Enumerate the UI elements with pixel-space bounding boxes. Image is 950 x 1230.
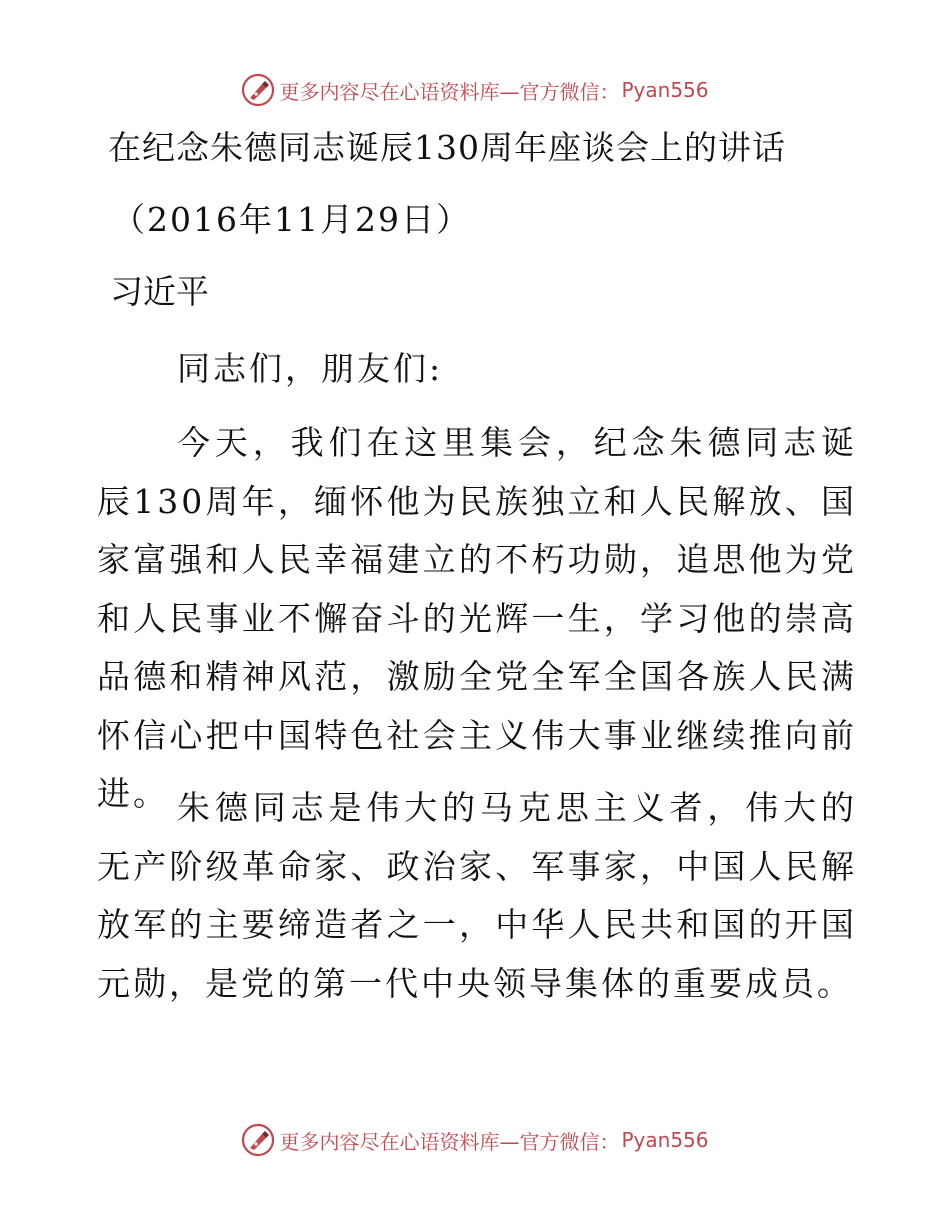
paragraph-salutation: 同志们，朋友们: (177, 349, 444, 388)
footer-watermark (0, 1122, 950, 1158)
watermark-text: 更多内容尽在心语资料库—官方微信： (279, 1129, 620, 1154)
watermark-wechat-id: Pyan556 (621, 78, 709, 102)
paragraph-2: 朱德同志是伟大的马克思主义者，伟大的无产阶级革命家、政治家、军事家，中国人民解放军的主要缔造者之一，中华人民共和国的开国元勋，是党的第一代中央领导集体的重要成员。 (97, 788, 857, 1003)
document-title: 在纪念朱德同志诞辰130周年座谈会上的讲话 (108, 128, 786, 167)
paragraph-1: 今天，我们在这里集会，纪念朱德同志诞辰130周年，缅怀他为民族独立和人民解放、国家富强和人民幸福建立的不朽功勋，追思他为党和人民事业不懈奋斗的光辉一生，学习他的崇高品德和精神风范，激励全党全军全国各族人民满怀信心把中国特色社会主义伟大事业继续推向前进。 (97, 423, 857, 813)
document-date: （2016年11月29日） (112, 200, 471, 239)
pen-nib-logo-icon (241, 73, 275, 107)
watermark-text: 更多内容尽在心语资料库—官方微信： (279, 79, 620, 104)
pen-nib-logo-icon (241, 1123, 275, 1157)
watermark-wechat-id: Pyan556 (621, 1128, 709, 1152)
document-author: 习近平 (110, 272, 209, 311)
header-watermark (0, 72, 950, 108)
